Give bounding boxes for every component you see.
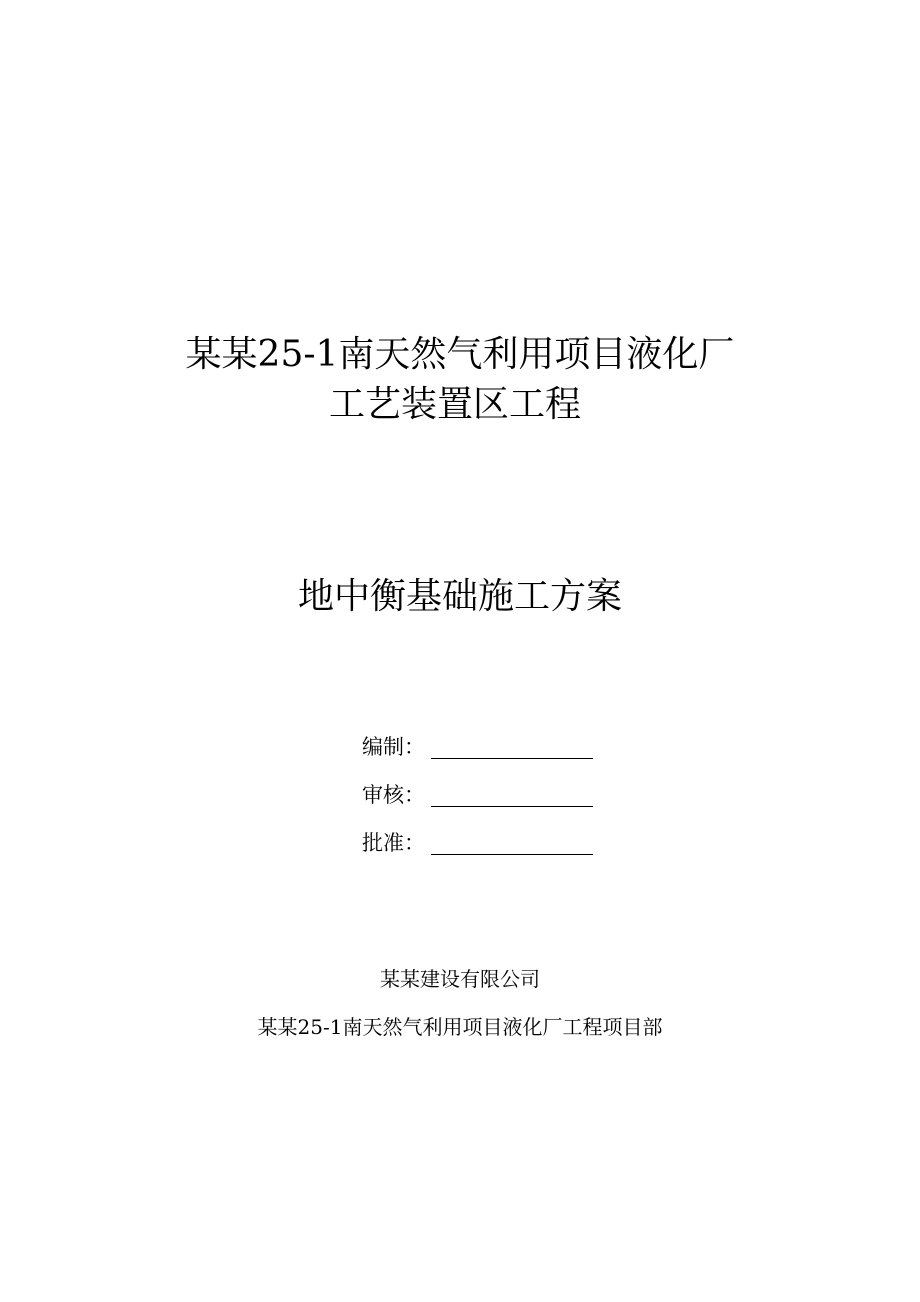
organization-block bbox=[0, 962, 920, 1044]
signoff-label-approve: 批准： bbox=[362, 831, 425, 855]
signoff-line-approve bbox=[431, 830, 593, 855]
title-block bbox=[0, 330, 920, 430]
signoff-line-compile bbox=[431, 734, 593, 759]
department-name: 某某25-1南天然气利用项目液化厂工程项目部 bbox=[257, 1015, 663, 1039]
signoff-line-review bbox=[431, 782, 593, 807]
organization-name: 某某建设有限公司 bbox=[380, 967, 540, 991]
document-subject: 地中衡基础施工方案 bbox=[297, 576, 622, 617]
signoff-label-compile: 编制： bbox=[362, 735, 425, 759]
document-title-line-1: 某某25-1南天然气利用项目液化厂 bbox=[185, 334, 735, 375]
document-title-line-2: 工艺装置区工程 bbox=[328, 384, 581, 425]
signoff-row-approve bbox=[362, 818, 662, 866]
signoff-block bbox=[362, 722, 662, 866]
signoff-label-review: 审核： bbox=[362, 783, 425, 807]
signoff-row-compile bbox=[362, 722, 662, 770]
signoff-row-review bbox=[362, 770, 662, 818]
